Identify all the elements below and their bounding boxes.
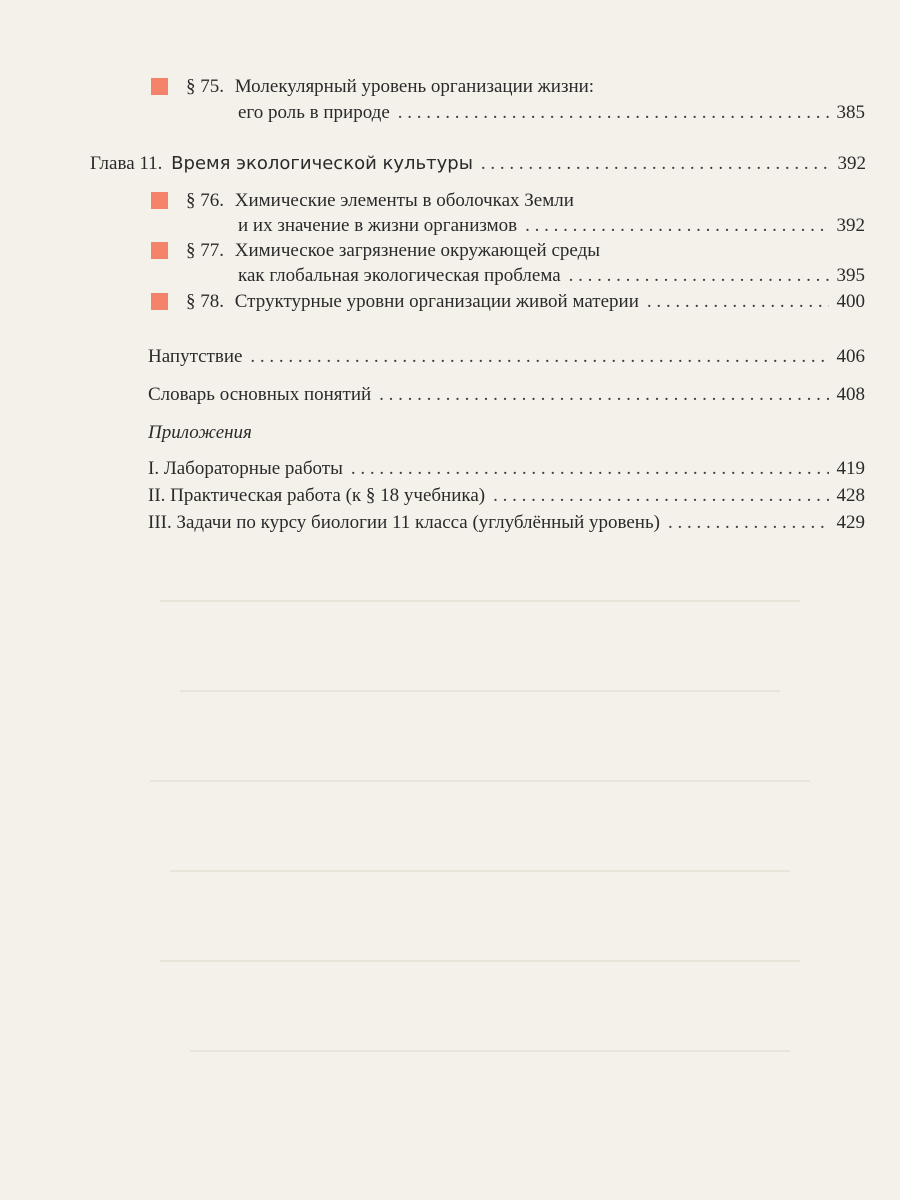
dot-leader: [481, 152, 830, 176]
show-through-lines: [170, 870, 790, 872]
entry-title: Напутствие: [148, 346, 243, 367]
toc-entry-76-line1[interactable]: [186, 189, 574, 213]
section-title: Молекулярный уровень организации жизни:: [234, 76, 595, 97]
toc-entry-76-line2[interactable]: [238, 214, 865, 238]
section-title-cont: и их значение в жизни организмов: [238, 215, 518, 236]
section-title-text: Структурные уровни организации живой материи: [234, 291, 639, 312]
dot-leader: [668, 511, 829, 535]
section-title: Химические элементы в оболочках Земли: [234, 190, 574, 211]
show-through-lines: [160, 600, 800, 602]
show-through-lines: [160, 960, 800, 962]
chapter-number: Глава 11.: [90, 153, 163, 174]
dot-leader: [647, 290, 829, 314]
toc-entry-glossary[interactable]: [148, 383, 865, 407]
toc-appendix-1[interactable]: [148, 457, 865, 481]
page-number: 385: [836, 102, 865, 123]
section-number: § 76.: [186, 190, 224, 211]
section-marker-icon: [151, 192, 168, 209]
toc-entry-75-line2[interactable]: [238, 101, 865, 125]
section-title-cont: его роль в природе: [238, 102, 390, 123]
toc-entry-77-line1[interactable]: [186, 239, 600, 263]
entry-title: II. Практическая работа (к § 18 учебника): [148, 485, 486, 506]
dot-leader: [398, 101, 829, 125]
section-marker-icon: [151, 242, 168, 259]
page-number: 406: [836, 346, 865, 367]
show-through-lines: [180, 690, 780, 692]
toc-appendix-2[interactable]: [148, 484, 865, 508]
toc-appendix-3[interactable]: [148, 511, 865, 535]
show-through-lines: [150, 780, 810, 782]
section-title: [186, 290, 639, 314]
section-number: § 77.: [186, 240, 224, 261]
toc-chapter-11[interactable]: [90, 152, 866, 176]
entry-title: III. Задачи по курсу биологии 11 класса (углублённый уровень): [148, 512, 660, 533]
entry-title: Словарь основных понятий: [148, 384, 372, 405]
page-number: 392: [836, 215, 865, 236]
section-number: § 78.: [186, 291, 224, 312]
entry-title: I. Лабораторные работы: [148, 458, 343, 479]
page-number: 400: [836, 291, 865, 312]
show-through-lines: [190, 1050, 790, 1052]
dot-leader: [569, 264, 829, 288]
toc-entry-75-line1[interactable]: [186, 75, 594, 99]
page-number: 395: [836, 265, 865, 286]
appendix-heading: Приложения: [148, 422, 252, 443]
toc-entry-farewell[interactable]: [148, 345, 865, 369]
dot-leader: [493, 484, 828, 508]
section-title: Химическое загрязнение окружающей среды: [234, 240, 601, 261]
dot-leader: [525, 214, 828, 238]
section-marker-icon: [151, 78, 168, 95]
page-number: 419: [836, 458, 865, 479]
page-number: 428: [836, 485, 865, 506]
chapter-title: Время экологической культуры: [171, 153, 473, 174]
section-title-cont: как глобальная экологическая проблема: [238, 265, 561, 286]
dot-leader: [379, 383, 828, 407]
dot-leader: [351, 457, 829, 481]
page-number: 408: [836, 384, 865, 405]
toc-entry-78[interactable]: [186, 290, 865, 314]
page-number: 392: [837, 153, 866, 174]
section-number: § 75.: [186, 76, 224, 97]
dot-leader: [250, 345, 828, 369]
page-number: 429: [836, 512, 865, 533]
section-marker-icon: [151, 293, 168, 310]
chapter-label: [90, 152, 473, 176]
toc-entry-77-line2[interactable]: [238, 264, 865, 288]
